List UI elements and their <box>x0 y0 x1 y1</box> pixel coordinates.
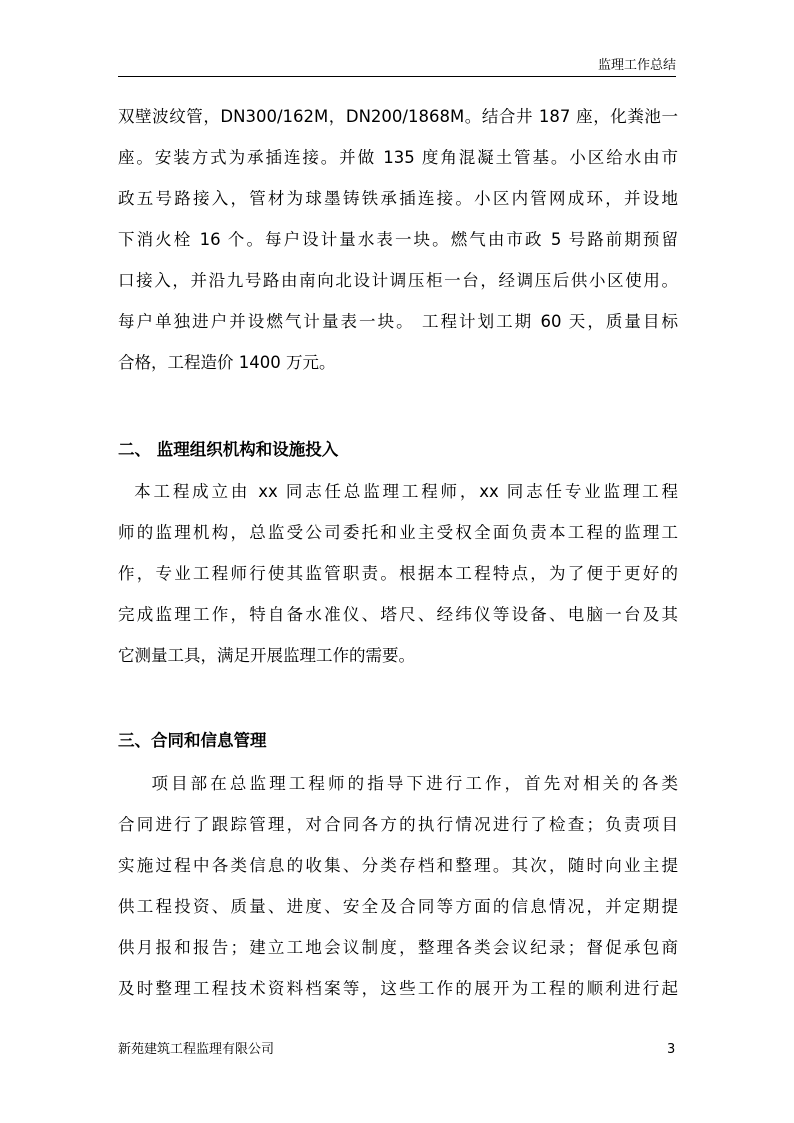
paragraph-line: 师的监理机构，总监受公司委托和业主受权全面负责本工程的监理工 <box>118 523 678 542</box>
paragraph-line: 本工程成立由 xx 同志任总监理工程师，xx 同志任专业监理工程 <box>118 482 678 501</box>
paragraph-line: 完成监理工作，特自备水准仪、塔尺、经纬仪等设备、电脑一台及其 <box>118 605 678 624</box>
footer-company-name: 新苑建筑工程监理有限公司 <box>118 1042 275 1057</box>
paragraph-line: 合同进行了跟踪管理，对合同各方的执行情况进行了检查；负责项目 <box>118 815 678 834</box>
paragraph-line: 每户单独进户并设燃气计量表一块。 工程计划工期 60 天，质量目标 <box>118 312 678 331</box>
section-heading: 二、 监理组织机构和设施投入 <box>118 440 339 459</box>
header-title: 监理工作总结 <box>597 58 676 73</box>
paragraph-line: 项目部在总监理工程师的指导下进行工作，首先对相关的各类 <box>118 774 678 793</box>
paragraph-line: 双壁波纹管，DN300/162M，DN200/1868M。结合井 187 座，化粪池一 <box>118 107 678 126</box>
paragraph-line: 实施过程中各类信息的收集、分类存档和整理。其次，随时向业主提 <box>118 856 678 875</box>
header-divider <box>118 76 676 77</box>
paragraph-line: 口接入，并沿九号路由南向北设计调压柜一台，经调压后供小区使用。 <box>118 271 678 290</box>
paragraph-line: 座。安装方式为承插连接。并做 135 度角混凝土管基。小区给水由市 <box>118 148 678 167</box>
paragraph-line: 供工程投资、质量、进度、安全及合同等方面的信息情况，并定期提 <box>118 897 678 916</box>
paragraph-line: 作，专业工程师行使其监管职责。根据本工程特点，为了便于更好的 <box>118 564 678 583</box>
paragraph-line: 及时整理工程技术资料档案等，这些工作的展开为工程的顺利进行起 <box>118 979 678 998</box>
paragraph-line: 合格，工程造价 1400 万元。 <box>118 353 336 372</box>
paragraph-line: 政五号路接入，管材为球墨铸铁承插连接。小区内管网成环，并设地 <box>118 189 678 208</box>
paragraph-line: 供月报和报告；建立工地会议制度，整理各类会议纪录；督促承包商 <box>118 938 678 957</box>
section-heading: 三、合同和信息管理 <box>118 731 267 750</box>
paragraph-line: 它测量工具，满足开展监理工作的需要。 <box>118 646 415 665</box>
page-number: 3 <box>667 1042 676 1057</box>
paragraph-line: 下消火栓 16 个。每户设计量水表一块。燃气由市政 5 号路前期预留 <box>118 230 678 249</box>
